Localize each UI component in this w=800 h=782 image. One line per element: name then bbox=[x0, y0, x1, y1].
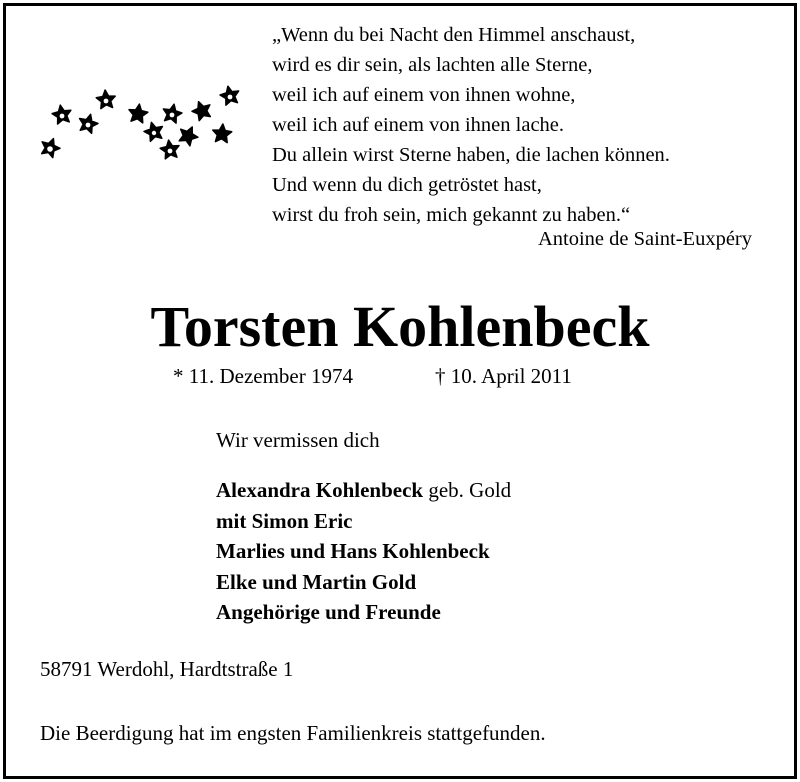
mourning-message: Wir vermissen dich bbox=[216, 428, 380, 452]
mourners-list bbox=[216, 475, 511, 628]
death-date: † 10. April 2011 bbox=[435, 364, 572, 388]
funeral-note: Die Beerdigung hat im engsten Familienkreis stattgefunden. bbox=[40, 721, 546, 745]
birth-date: * 11. Dezember 1974 bbox=[173, 364, 353, 388]
quote-line: Und wenn du dich getröstet hast, bbox=[272, 174, 542, 196]
quote-author: Antoine de Saint-Euxpéry bbox=[537, 228, 752, 250]
quote-line: wirst du froh sein, mich gekannt zu haben.“ bbox=[272, 204, 631, 226]
mourner-row bbox=[216, 536, 511, 567]
mourner-name: Marlies und Hans Kohlenbeck bbox=[216, 539, 490, 563]
quote-line: wird es dir sein, als lachten alle Sterne, bbox=[272, 54, 593, 76]
mourner-suffix: geb. Gold bbox=[423, 478, 512, 502]
quote-line: Du allein wirst Sterne haben, die lachen können. bbox=[272, 144, 670, 166]
mourner-row bbox=[216, 506, 511, 537]
mourner-name: Alexandra Kohlenbeck bbox=[216, 478, 424, 502]
quote-line: weil ich auf einem von ihnen wohne, bbox=[272, 84, 576, 106]
quote-block bbox=[272, 20, 772, 230]
quote-line: „Wenn du bei Nacht den Himmel anschaust, bbox=[272, 24, 636, 46]
mourner-name: Angehörige und Freunde bbox=[216, 600, 441, 624]
quote-line: weil ich auf einem von ihnen lache. bbox=[272, 114, 565, 136]
mourner-row bbox=[216, 597, 511, 628]
stars-icon bbox=[30, 80, 260, 170]
mourner-name: mit Simon Eric bbox=[216, 508, 353, 533]
deceased-name: Torsten Kohlenbeck bbox=[150, 294, 650, 359]
mourner-row bbox=[216, 475, 511, 506]
mourner-name: Elke und Martin Gold bbox=[216, 569, 417, 594]
mourner-row bbox=[216, 567, 511, 598]
address: 58791 Werdohl, Hardtstraße 1 bbox=[40, 657, 294, 681]
